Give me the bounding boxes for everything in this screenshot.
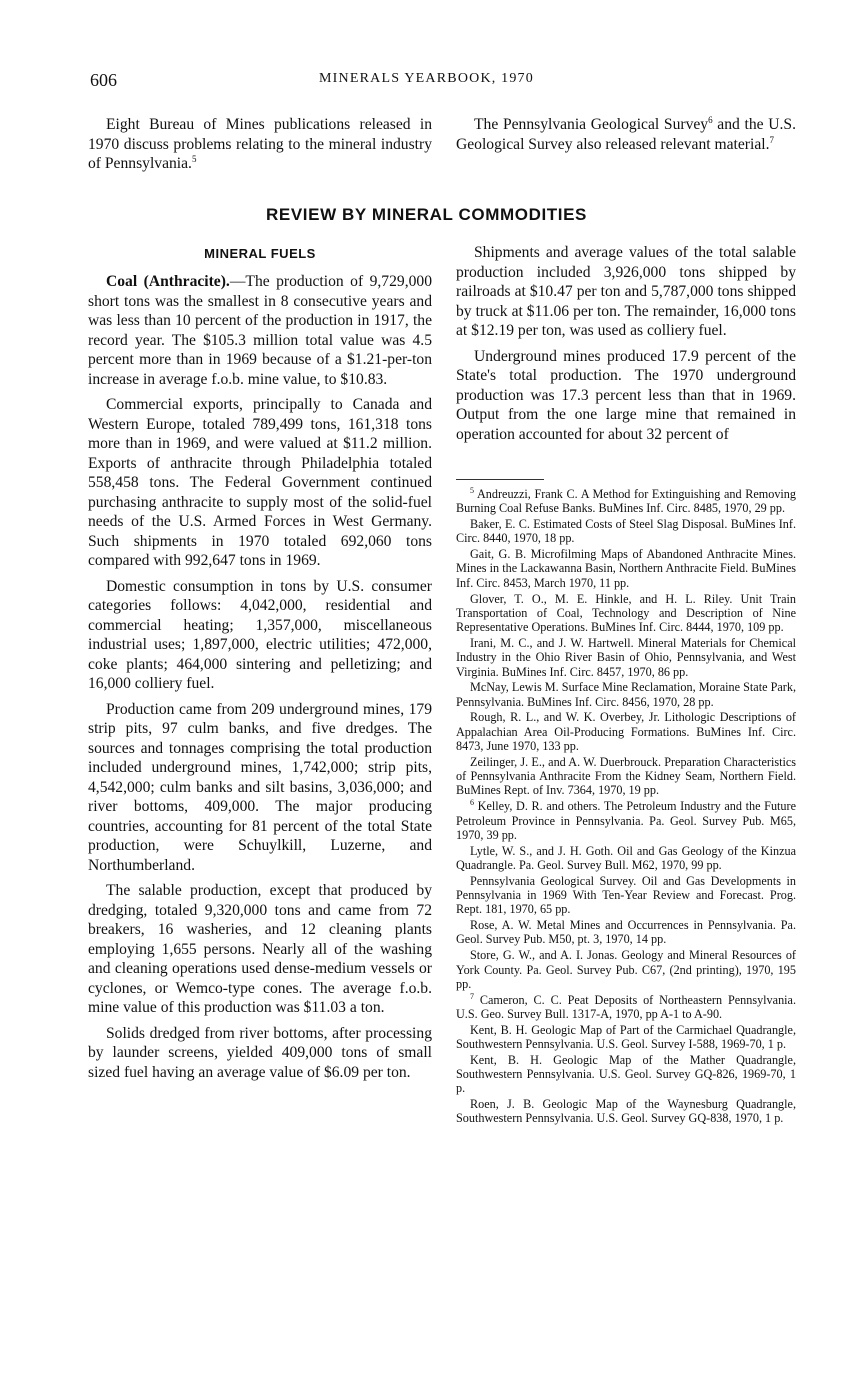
footnote <box>456 993 796 1022</box>
footnote-text: Store, G. W., and A. I. Jonas. Geology and Mineral Resources of York County. Pa. Geol. Survey Pub. C67, (2nd printing), 1970, 195 pp. <box>456 948 796 991</box>
footnote-text: Kelley, D. R. and others. The Petroleum Industry and the Future Petroleum Province in Pennsylvania. Pa. Geol. Survey Pub. M65, 1970, 39 pp. <box>456 799 796 842</box>
footnote-text: Gait, G. B. Microfilming Maps of Abandoned Anthracite Mines. Mines in the Lackawanna Basin, Northern Anthracite Field. BuMines Inf. Circ. 8453, March 1970, 11 pp. <box>456 547 796 590</box>
footnote-text: Rough, R. L., and W. K. Overbey, Jr. Lithologic Descriptions of Appalachian Area Oil-Producing Formations. BuMines Inf. Circ. 8473, June 1970, 133 pp. <box>456 710 796 754</box>
intro-right-continuation: and the U.S. Geological Survey also released relevant material. <box>456 116 796 153</box>
intro-left-paragraph <box>88 115 432 174</box>
footnote-divider <box>456 479 544 480</box>
footnote-ref-5: 5 <box>191 153 197 164</box>
footnote <box>456 755 796 798</box>
footnote-number: 7 <box>470 991 474 1001</box>
body-paragraph-6: Solids dredged from river bottoms, after processing by launder screens, yielded 409,000 tons of small sized fuel having an average value of $6.09 per ton. <box>88 1024 432 1081</box>
footnote-ref-6: 6 <box>708 114 713 125</box>
footnote <box>456 592 796 635</box>
running-head: MINERALS YEARBOOK, 1970 <box>319 71 534 86</box>
body-paragraph-2: Commercial exports, principally to Canada and Western Europe, totaled 789,499 tons, 161,318 tons more than in 1969, and were valued at $11.2 million. Exports of anthracite through Philadelphia totaled 558,458 tons. The Federal Government continued purchasing anthracite to supply most of the solid-fuel needs of the U.S. Armed Forces in West Germany. Such shipments in 1970 totaled 692,060 tons compared with 992,647 tons in 1969. <box>88 396 432 569</box>
footnote-text: Lytle, W. S., and J. H. Goth. Oil and Gas Geology of the Kinzua Quadrangle. Pa. Geol. Survey Bull. M62, 1970, 99 pp. <box>456 843 796 872</box>
footnote-number: 6 <box>470 798 474 808</box>
intro-left <box>88 115 432 174</box>
body-right-column <box>456 243 796 444</box>
body-left-column <box>88 272 432 1082</box>
footnote <box>456 487 796 516</box>
section-title: REVIEW BY MINERAL COMMODITIES <box>266 205 587 224</box>
footnote <box>456 844 796 873</box>
body-paragraph-right-2: Underground mines produced 17.9 percent of the State's total production. The 1970 underground production was 17.3 percent less than that in 1969. Output from the one large mine that remained in operation accounted for about 32 percent of <box>456 347 796 443</box>
body-paragraph-right-1: Shipments and average values of the total salable production included 3,926,000 tons shipped by railroads at $10.47 per ton and 5,787,000 tons shipped by truck at $11.06 per ton. The remainder, 16,000 tons at $12.19 per ton, was used as colliery fuel. <box>456 244 796 339</box>
footnote <box>456 1053 796 1096</box>
body-paragraph-3: Domestic consumption in tons by U.S. consumer categories follows: 4,042,000, residential and commercial heating; 1,357,000, miscellaneous industrial uses; 1,897,000, electric utilities; 472,000, coke plants; 464,000 sintering and pelletizing; and 16,000 colliery fuel. <box>88 577 432 692</box>
coal-heading: Coal (Anthracite). <box>106 273 230 290</box>
intro-right <box>456 115 796 154</box>
footnote-text: Cameron, C. C. Peat Deposits of Northeastern Pennsylvania. U.S. Geo. Survey Bull. 1317-A, 1970, pp A-1 to A-90. <box>456 992 796 1021</box>
footnote <box>456 918 796 947</box>
footnotes <box>456 487 796 1127</box>
page-number: 606 <box>90 70 117 90</box>
footnote <box>456 874 796 917</box>
body-paragraph-1-text: The production of 9,729,000 short tons was the smallest in 8 consecutive years and was less than 10 percent of the production in 1917, the record year. The $105.3 million total value was 4.5 percent more than in 1969 because of a $1.21-per-ton increase in average f.o.b. mine value, to $10.83. <box>88 273 432 388</box>
footnote <box>456 517 796 546</box>
footnote-ref-7: 7 <box>769 134 774 145</box>
footnote-text: Baker, E. C. Estimated Costs of Steel Slag Disposal. BuMines Inf. Circ. 8440, 1970, 18 pp. <box>456 517 796 546</box>
footnote-text: Andreuzzi, Frank C. A Method for Extinguishing and Removing Burning Coal Refuse Banks. BuMines Inf. Circ. 8485, 1970, 29 pp. <box>456 487 796 516</box>
footnote-text: Rose, A. W. Metal Mines and Occurrences in Pennsylvania. Pa. Geol. Survey Pub. M50, pt. 3, 1970, 14 pp. <box>456 918 796 947</box>
intro-right-text: The Pennsylvania Geological Survey <box>474 116 709 133</box>
subheading: MINERAL FUELS <box>204 246 316 261</box>
footnote <box>456 799 796 842</box>
body-paragraph-1 <box>88 272 432 389</box>
footnote-text: Roen, J. B. Geologic Map of the Waynesburg Quadrangle, Southwestern Pennsylvania. U.S. Geol. Survey GQ-838, 1970, 1 p. <box>456 1097 796 1126</box>
body-paragraph-5: The salable production, except that produced by dredging, totaled 9,320,000 tons and came from 72 breakers, 16 washeries, and 12 cleaning plants employing 1,655 persons. Nearly all of the washing and cleaning operations used dense-medium vessels or cyclones, or Wemco-type cones. The average f.o.b. mine value of this production was $11.03 a ton. <box>88 882 432 1016</box>
coal-heading-dash: — <box>229 273 246 290</box>
intro-left-text: Eight Bureau of Mines publications released in 1970 discuss problems relating to the mineral industry of Pennsylvania. <box>88 116 432 172</box>
footnote-text: Kent, B. H. Geologic Map of the Mather Quadrangle, Southwestern Pennsylvania. U.S. Geol. Survey GQ-826, 1969-70, 1 p. <box>456 1052 796 1096</box>
footnote-text: Zeilinger, J. E., and A. W. Duerbrouck. Preparation Characteristics of Pennsylvania Anthracite From the Kidney Seam, Northern Field. BuMines Rept. of Inv. 7364, 1970, 19 pp. <box>456 754 796 798</box>
footnote <box>456 547 796 590</box>
footnote-text: Kent, B. H. Geologic Map of Part of the Carmichael Quadrangle, Southwestern Pennsylvania. U.S. Geol. Survey I-588, 1969-70, 1 p. <box>456 1022 796 1051</box>
footnote <box>456 1097 796 1126</box>
footnote <box>456 948 796 991</box>
footnote <box>456 636 796 679</box>
intro-right-paragraph <box>456 115 796 154</box>
footnote-text: Irani, M. C., and J. W. Hartwell. Mineral Materials for Chemical Industry in the Ohio River Basin of Ohio, Pennsylvania, and West Virginia. BuMines Inf. Circ. 8457, 1970, 86 pp. <box>456 635 796 679</box>
footnote-text: Glover, T. O., M. E. Hinkle, and H. L. Riley. Unit Train Transportation of Coal, Technology and Description of Nine Representative Operations. BuMines Inf. Circ. 8444, 1970, 109 pp. <box>456 591 796 635</box>
footnote <box>456 1023 796 1052</box>
footnote-number: 5 <box>470 485 474 495</box>
footnote-text: McNay, Lewis M. Surface Mine Reclamation, Moraine State Park, Pennsylvania. BuMines Inf. Circ. 8456, 1970, 28 pp. <box>456 680 796 709</box>
footnote-text: Pennsylvania Geological Survey. Oil and Gas Developments in Pennsylvania in 1969 With Ten-Year Review and Forecast. Prog. Rept. 181, 1970, 65 pp. <box>456 873 796 917</box>
footnote <box>456 710 796 753</box>
footnote <box>456 680 796 709</box>
body-paragraph-4: Production came from 209 underground mines, 179 strip pits, 97 culm banks, and five dredges. The sources and tonnages comprising the total production included underground mines, 1,742,000; strip pits, 4,542,000; culm banks and silt basins, 3,036,000; and river bottoms, 409,000. The major producing countries, accounting for 81 percent of the total State production, were Schuylkill, Luzerne, and Northumberland. <box>88 700 432 874</box>
